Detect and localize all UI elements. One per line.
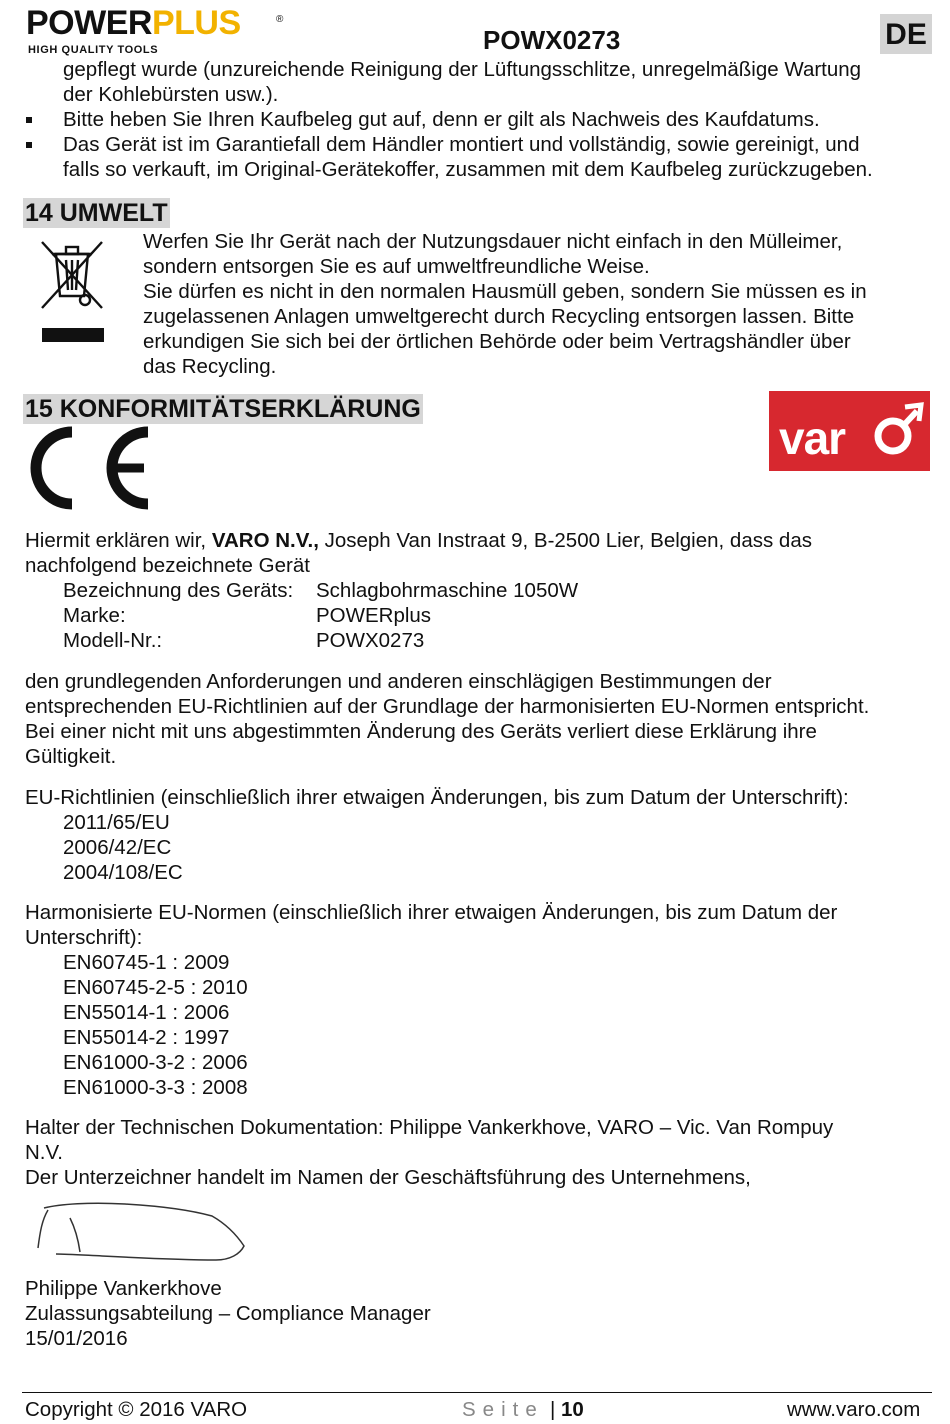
norm-item: EN61000-3-2 : 2006	[63, 1051, 248, 1074]
signer-role: Zulassungsabteilung – Compliance Manager	[25, 1302, 431, 1325]
powerplus-logo	[26, 4, 286, 56]
footer-separator: |	[550, 1398, 556, 1421]
umwelt-line: Werfen Sie Ihr Gerät nach der Nutzungsdauer nicht einfach in den Mülleimer,	[143, 230, 843, 253]
handwritten-signature	[30, 1198, 250, 1270]
signer-name: Philippe Vankerkhove	[25, 1277, 222, 1300]
footer-page-number: 10	[561, 1398, 584, 1421]
device-label: Marke:	[63, 604, 126, 627]
footer-url: www.varo.com	[787, 1398, 921, 1421]
intro-line-1: gepflegt wurde (unzureichende Reinigung der Lüftungsschlitze, unregelmäßige Wartung	[63, 58, 862, 81]
language-badge: DE	[880, 14, 932, 54]
footer-divider	[22, 1392, 932, 1393]
device-value: POWX0273	[316, 629, 425, 652]
umwelt-line: erkundigen Sie sich bei der örtlichen Behörde oder beim Vertragshändler über	[143, 330, 851, 353]
conformity-paragraph-line: den grundlegenden Anforderungen und anderen einschlägigen Bestimmungen der	[25, 670, 772, 693]
device-value: Schlagbohrmaschine 1050W	[316, 579, 579, 602]
umwelt-line: zugelassenen Anlagen umweltgerecht durch Recycling entsorgen lassen. Bitte	[143, 305, 855, 328]
norm-item: EN55014-2 : 1997	[63, 1026, 230, 1049]
umwelt-line: sondern entsorgen Sie es auf umweltfreundliche Weise.	[143, 255, 650, 278]
directives-heading: EU-Richtlinien (einschließlich ihrer etwaigen Änderungen, bis zum Datum der Unterschrift):	[25, 786, 849, 809]
declaration-line-1	[25, 529, 812, 554]
document-code: POWX0273	[483, 25, 621, 55]
varo-logo	[769, 391, 930, 471]
bullet-item: Das Gerät ist im Garantiefall dem Händler montiert und vollständig, sowie gereinigt, und	[63, 133, 860, 156]
device-label: Modell-Nr.:	[63, 629, 163, 652]
norm-item: EN60745-1 : 2009	[63, 951, 230, 974]
intro-line-2: der Kohlebürsten usw.).	[63, 83, 279, 106]
device-label: Bezeichnung des Geräts:	[63, 579, 294, 602]
directive-item: 2004/108/EC	[63, 861, 183, 884]
logo-registered-mark: ®	[276, 14, 284, 25]
norms-heading: Harmonisierte EU-Normen (einschließlich ihrer etwaigen Änderungen, bis zum Datum der	[25, 901, 838, 924]
umwelt-line: Sie dürfen es nicht in den normalen Hausmüll geben, sondern Sie müssen es in	[143, 280, 867, 303]
signer-statement: Der Unterzeichner handelt im Namen der Geschäftsführung des Unternehmens,	[25, 1166, 751, 1189]
logo-brand-dark: POWER	[26, 4, 152, 42]
declaration-line-2: nachfolgend bezeichnete Gerät	[25, 554, 310, 577]
conformity-paragraph-line: Gültigkeit.	[25, 745, 117, 768]
norm-item: EN60745-2-5 : 2010	[63, 976, 248, 999]
logo-tagline: HIGH QUALITY TOOLS	[28, 44, 159, 56]
company-name: VARO N.V.,	[211, 529, 319, 552]
logo-brand-yellow: PLUS	[151, 4, 241, 42]
device-value: POWERplus	[316, 604, 432, 627]
declaration-prefix: Hiermit erklären wir,	[25, 529, 212, 552]
weee-crossed-bin-icon	[36, 236, 110, 346]
conformity-paragraph-line: entsprechenden EU-Richtlinien auf der Grundlage der harmonisierten EU-Normen entspricht.	[25, 695, 870, 718]
svg-text:var: var	[779, 412, 846, 464]
norm-item: EN55014-1 : 2006	[63, 1001, 230, 1024]
norm-item: EN61000-3-3 : 2008	[63, 1076, 248, 1099]
umwelt-line: das Recycling.	[143, 355, 277, 378]
norms-heading-continuation: Unterschrift):	[25, 926, 143, 949]
section-heading-konformitaet: 15 KONFORMITÄTSERKLÄRUNG	[25, 395, 421, 423]
directive-item: 2006/42/EC	[63, 836, 172, 859]
signature-date: 15/01/2016	[25, 1327, 128, 1350]
footer-copyright: Copyright © 2016 VARO	[25, 1398, 248, 1421]
bullet-item: Bitte heben Sie Ihren Kaufbeleg gut auf, denn er gilt als Nachweis des Kaufdatums.	[63, 108, 820, 131]
bullet-continuation: falls so verkauft, im Original-Gerätekoffer, zusammen mit dem Kaufbeleg zurückzugeben.	[63, 158, 873, 181]
section-heading-umwelt: 14 UMWELT	[25, 199, 168, 227]
documentation-holder: Halter der Technischen Dokumentation: Philippe Vankerkhove, VARO – Vic. Van Rompuy	[25, 1116, 834, 1139]
conformity-paragraph-line: Bei einer nicht mit uns abgestimmten Änderung des Geräts verliert diese Erklärung ihre	[25, 720, 817, 743]
documentation-holder-continuation: N.V.	[25, 1141, 63, 1164]
footer-page-label: Seite	[462, 1398, 544, 1421]
ce-mark-icon	[26, 424, 154, 512]
directive-item: 2011/65/EU	[63, 811, 170, 834]
company-address: Joseph Van Instraat 9, B-2500 Lier, Belgien, dass das	[318, 529, 812, 552]
